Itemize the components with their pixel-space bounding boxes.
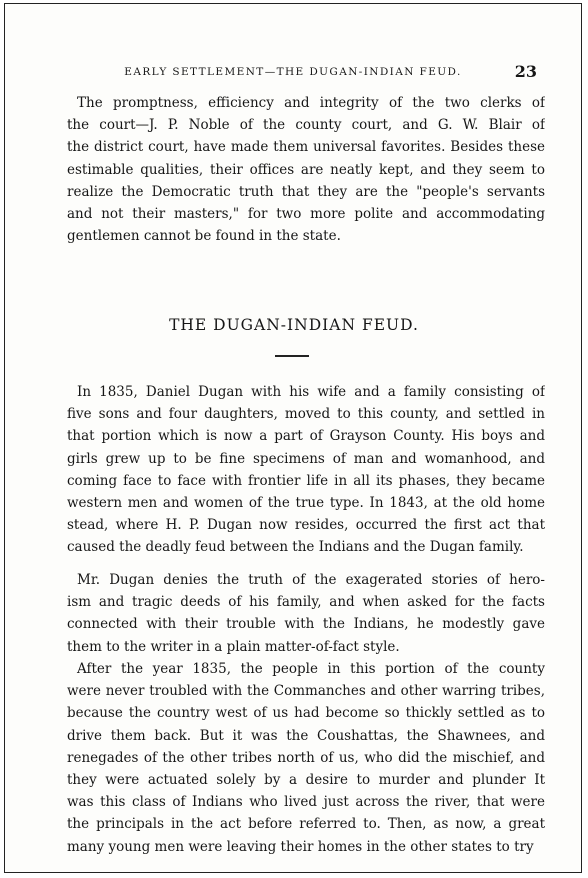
text-line: was this class of Indians who lived just across the river, that were <box>67 794 545 811</box>
text-line: ism and tragic deeds of his family, and when asked for the facts <box>67 594 545 611</box>
text-line: the district court, have made them universal favorites. Besides these <box>67 139 545 156</box>
paragraph-denial <box>67 569 545 658</box>
text-line: renegades of the other tribes north of us, who did the mischief, and <box>67 749 545 766</box>
text-line: that portion which is now a part of Grayson County. His boys and <box>67 428 545 445</box>
paragraph-settlement <box>67 381 545 559</box>
text-line: and not their masters," for two more polite and accommodating <box>67 205 545 222</box>
text-line: After the year 1835, the people in this portion of the county <box>77 661 545 677</box>
text-line: because the country west of us had become so thickly settled as to <box>67 705 545 722</box>
text-line: coming face to face with frontier life in all its phases, they became <box>67 472 545 489</box>
text-line: stead, where H. P. Dugan now resides, occurred the first act that <box>67 517 545 534</box>
text-line: gentlemen cannot be found in the state. <box>67 228 341 245</box>
text-line: were never troubled with the Commanches and other warring tribes, <box>67 683 545 700</box>
text-line: the principals in the act before referred to. Then, as now, a great <box>67 816 545 833</box>
page-number: 23 <box>514 62 537 81</box>
text-line: caused the deadly feud between the Indians and the Dugan family. <box>67 539 524 556</box>
text-line: five sons and four daughters, moved to this county, and settled in <box>67 406 545 423</box>
section-title: THE DUGAN-INDIAN FEUD. <box>169 316 419 334</box>
text-line: In 1835, Daniel Dugan with his wife and a family consisting of <box>77 384 545 400</box>
text-line: realize the Democratic truth that they are the "people's servants <box>67 183 545 200</box>
text-line: the court—J. P. Noble of the county court, and G. W. Blair of <box>67 117 545 134</box>
paragraph-tribes <box>67 658 545 858</box>
text-line: western men and women of the true type. In 1843, at the old home <box>67 494 545 511</box>
text-line: connected with their trouble with the Indians, he modestly gave <box>67 616 545 633</box>
title-rule <box>275 355 309 357</box>
text-line: many young men were leaving their homes in the other states to try <box>67 838 534 855</box>
running-head: EARLY SETTLEMENT—THE DUGAN-INDIAN FEUD. <box>124 66 462 78</box>
text-line: estimable qualities, their offices are neatly kept, and they seem to <box>67 161 545 178</box>
paragraph-clerks <box>67 92 545 247</box>
book-page <box>4 3 582 873</box>
text-line: The promptness, efficiency and integrity of the two clerks of <box>77 95 545 111</box>
text-line: drive them back. But it was the Coushattas, the Shawnees, and <box>67 727 545 744</box>
text-line: they were actuated solely by a desire to murder and plunder It <box>67 771 545 788</box>
text-line: Mr. Dugan denies the truth of the exagerated stories of hero- <box>77 572 545 588</box>
text-line: girls grew up to be fine specimens of man and womanhood, and <box>67 450 545 467</box>
text-line: them to the writer in a plain matter-of-fact style. <box>67 638 400 655</box>
